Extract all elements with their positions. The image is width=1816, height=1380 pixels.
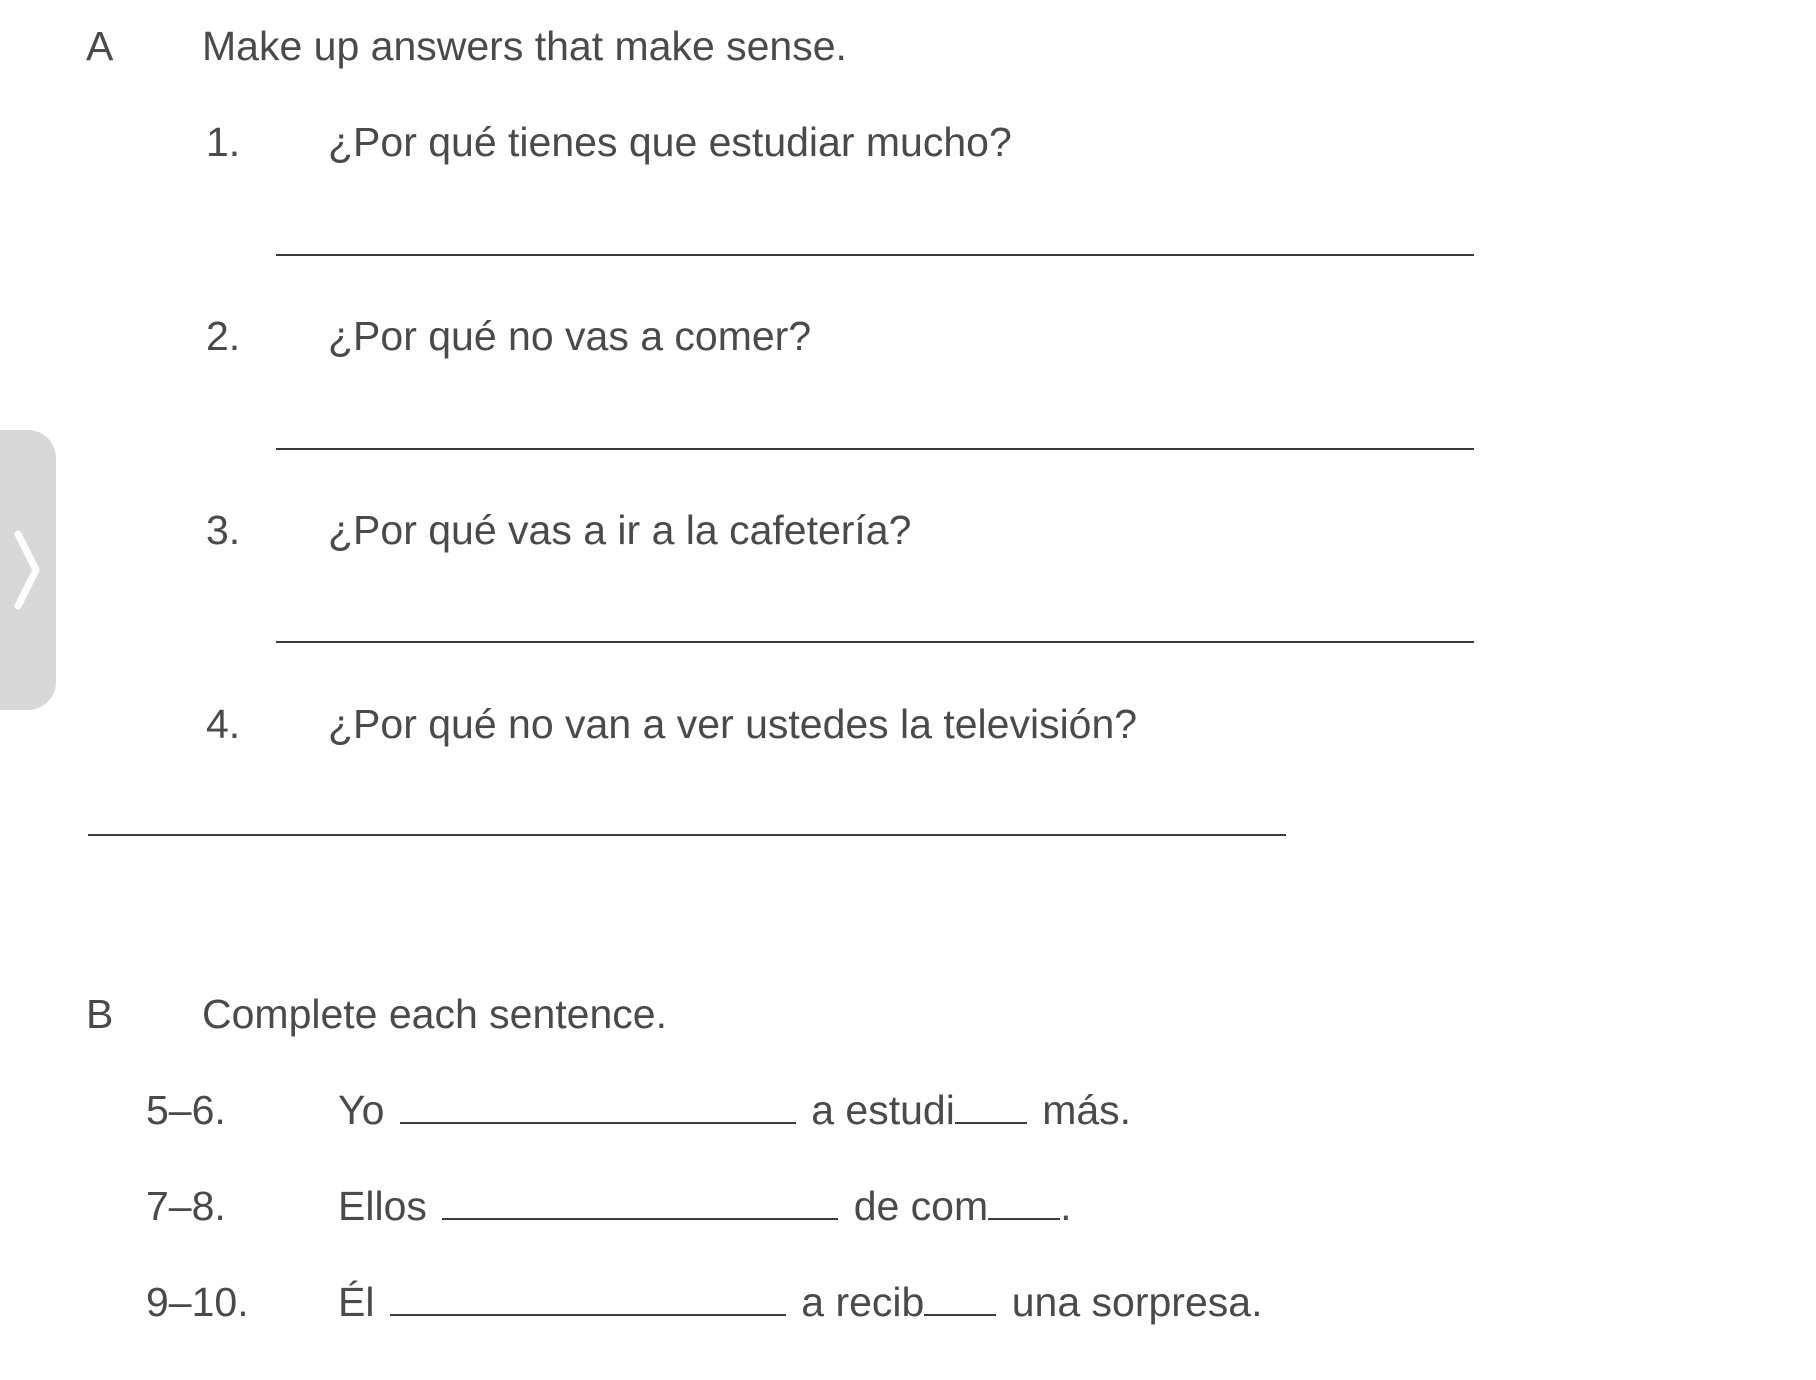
item-5-6-number: 5–6. [146, 1087, 226, 1133]
question-4-number: 4. [206, 701, 241, 747]
question-1-text: ¿Por qué tienes que estudiar mucho? [328, 119, 1012, 165]
item-7-8-middle: de com [853, 1183, 989, 1229]
item-5-6-sentence [338, 1086, 1131, 1134]
section-b-letter: B [86, 991, 114, 1037]
item-7-8-subject: Ellos [338, 1183, 427, 1229]
item-7-8-verb-blank[interactable] [442, 1182, 838, 1220]
item-9-10-middle: a recib [801, 1279, 925, 1325]
item-5-6-middle: a estudi [811, 1087, 955, 1133]
section-a-instruction: Make up answers that make sense. [202, 23, 847, 69]
section-a-letter: A [86, 23, 114, 69]
item-5-6-subject: Yo [338, 1087, 385, 1133]
item-9-10-ending-blank[interactable] [924, 1278, 996, 1316]
side-panel-handle[interactable] [0, 430, 56, 710]
answer-line-3[interactable] [276, 641, 1474, 643]
question-2-text: ¿Por qué no vas a comer? [328, 313, 812, 359]
chevron-right-icon [12, 530, 42, 610]
question-3-number: 3. [206, 507, 241, 553]
question-3-text: ¿Por qué vas a ir a la cafetería? [328, 507, 912, 553]
answer-line-2[interactable] [276, 448, 1474, 450]
item-9-10-subject: Él [338, 1279, 375, 1325]
item-9-10-sentence [338, 1278, 1262, 1326]
section-b-instruction: Complete each sentence. [202, 991, 667, 1037]
item-7-8-end: . [1060, 1183, 1072, 1229]
item-7-8-sentence [338, 1182, 1072, 1230]
answer-line-4[interactable] [88, 834, 1286, 836]
question-1-number: 1. [206, 119, 241, 165]
item-7-8-number: 7–8. [146, 1183, 226, 1229]
item-7-8-ending-blank[interactable] [988, 1182, 1060, 1220]
question-2-number: 2. [206, 313, 241, 359]
item-9-10-verb-blank[interactable] [390, 1278, 786, 1316]
question-4-text: ¿Por qué no van a ver ustedes la televisión? [328, 701, 1138, 747]
answer-line-1[interactable] [276, 254, 1474, 256]
item-5-6-verb-blank[interactable] [400, 1086, 796, 1124]
item-5-6-ending-blank[interactable] [955, 1086, 1027, 1124]
item-9-10-number: 9–10. [146, 1279, 249, 1325]
item-9-10-end: una sorpresa. [1011, 1279, 1263, 1325]
item-5-6-end: más. [1042, 1087, 1132, 1133]
